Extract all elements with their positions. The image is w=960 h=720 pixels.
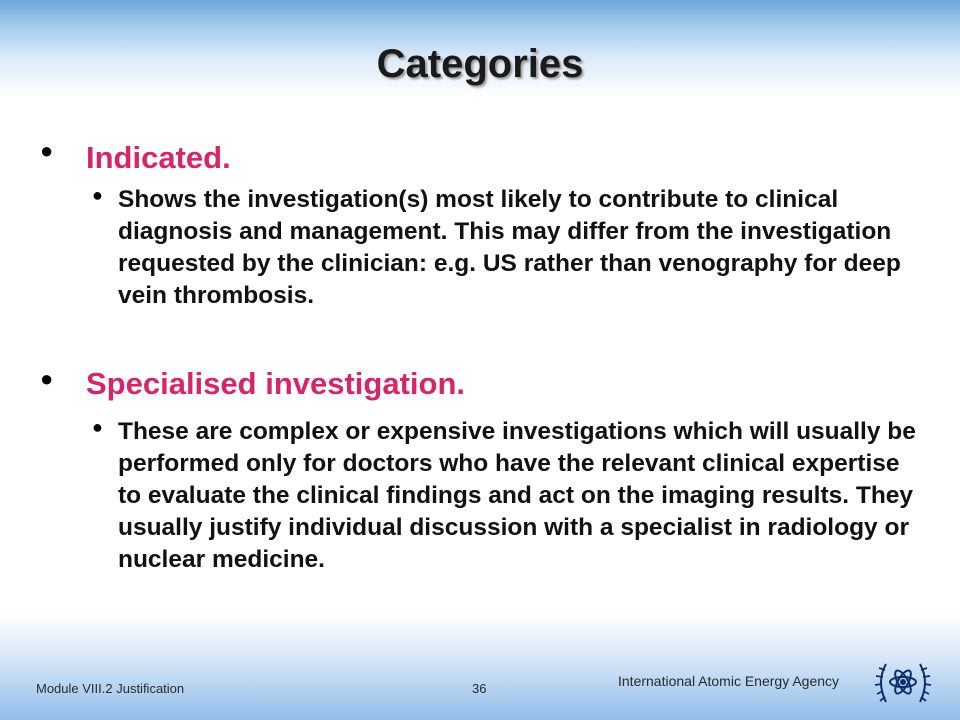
footer-page-number: 36 bbox=[472, 681, 487, 696]
bullet-icon: ● bbox=[40, 366, 54, 391]
slide-title: Categories bbox=[376, 42, 584, 86]
bullet-icon: ● bbox=[40, 138, 54, 163]
iaea-logo-icon bbox=[872, 656, 934, 708]
bullet-heading-specialised: Specialised investigation. bbox=[86, 366, 466, 401]
bullet-icon: ● bbox=[92, 185, 103, 205]
bullet-detail-indicated: Shows the investigation(s) most likely to contribute to clinical diagnosis and management. This may differ from the investigation requested by the clinician: e.g. US rather than venography for deep vein thrombosis. bbox=[118, 186, 901, 309]
footer-module: Module VIII.2 Justification bbox=[36, 681, 185, 696]
bullet-heading-indicated: Indicated. bbox=[86, 140, 231, 175]
bullet-icon: ● bbox=[92, 417, 103, 437]
bullet-detail-specialised: These are complex or expensive investigations which will usually be performed only for doctors who have the relevant clinical expertise to evaluate the clinical findings and act on the imaging results. They usually justify individual discussion with a specialist in radiology or nuclear medicine. bbox=[118, 418, 916, 573]
footer-organization: International Atomic Energy Agency bbox=[618, 673, 840, 689]
